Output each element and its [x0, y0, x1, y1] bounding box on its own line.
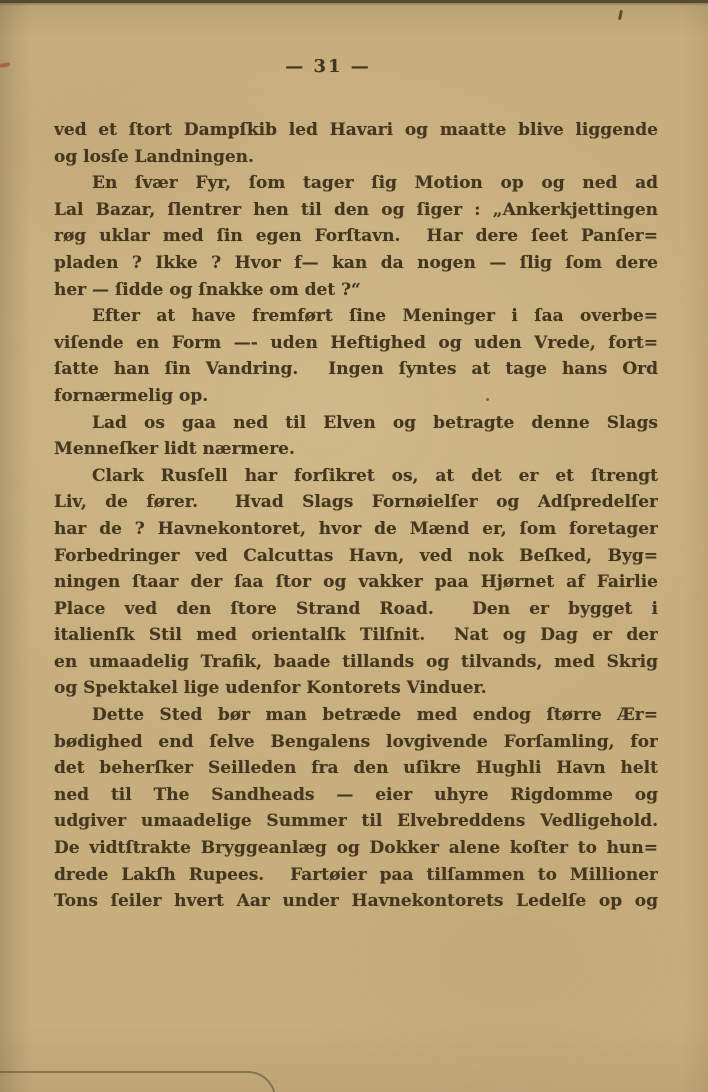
- text-line: drede Lakſh Rupees. Fartøier paa tilſammen to Millioner: [54, 864, 658, 885]
- red-margin-mark: [0, 62, 10, 68]
- text-line: har de ? Havnekontoret, hvor de Mænd er, ſom foretager: [54, 518, 658, 539]
- ink-speck-mark: [618, 10, 623, 20]
- text-line: Efter at have fremført ſine Meninger i ſaa overbe=: [92, 306, 658, 327]
- text-line: Lad os gaa ned til Elven og betragte denne Slags: [92, 412, 658, 433]
- text-line: en umaadelig Trafik, baade tillands og tilvands, med Skrig: [54, 651, 658, 672]
- text-line: ned til The Sandheads — eier uhyre Rigdomme og: [54, 784, 658, 805]
- text-line: fornærmelig op.: [54, 385, 209, 406]
- text-line: italienſk Stil med orientalſk Tilſnit. Nat og Dag er der: [54, 625, 658, 646]
- text-line: røg uklar med ſin egen Forſtavn. Har dere ſeet Panſer=: [54, 226, 658, 247]
- text-line: Forbedringer ved Calcuttas Havn, ved nok Beſked, Byg=: [54, 545, 658, 566]
- text-line: Place ved den ſtore Strand Road. Den er bygget i: [54, 598, 658, 619]
- text-line: Tons ſeiler hvert Aar under Havnekontorets Ledelſe op og: [54, 891, 658, 912]
- ink-dot-mark: [486, 398, 489, 401]
- text-line: Clark Rusſell har forſikret os, at det er et ſtrengt: [92, 465, 658, 486]
- text-line: det beherſker Seilleden fra den uſikre Hughli Havn helt: [54, 758, 658, 779]
- text-line: Lal Bazar, ſlentrer hen til den og ſiger : „Ankerkjettingen: [54, 199, 658, 220]
- stamp-box-outline: [0, 1071, 276, 1092]
- text-line: ningen ſtaar der ſaa ſtor og vakker paa Hjørnet af Fairlie: [54, 572, 658, 593]
- body-text: [54, 117, 658, 915]
- text-line: her — ſidde og ſnakke om det ?“: [54, 279, 361, 300]
- text-line: udgiver umaadelige Summer til Elvebreddens Vedligehold.: [54, 811, 658, 832]
- text-line: Liv, de fører. Hvad Slags Fornøielſer og Adſpredelſer: [54, 492, 658, 513]
- text-line: og losſe Landningen.: [54, 146, 254, 167]
- text-line: ſatte han ſin Vandring. Ingen ſyntes at tage hans Ord: [54, 359, 658, 380]
- text-line: pladen ? Ikke ? Hvor f— kan da nogen — ſlig ſom dere: [54, 252, 658, 273]
- text-line: bødighed end ſelve Bengalens lovgivende Forſamling, for: [54, 731, 658, 752]
- text-line: viſende en Form —- uden Heftighed og uden Vrede, fort=: [54, 332, 658, 353]
- scan-top-edge: [0, 0, 708, 3]
- text-line: Menneſker lidt nærmere.: [54, 439, 295, 460]
- page-number: — 31 —: [285, 56, 371, 77]
- text-line: Dette Sted bør man betræde med endog ſtørre Ær=: [92, 705, 658, 726]
- text-line: og Spektakel lige udenfor Kontorets Vinduer.: [54, 678, 487, 699]
- text-line: ved et ſtort Dampſkib led Havari og maatte blive liggende: [54, 120, 658, 140]
- text-line: En ſvær Fyr, ſom tager ſig Motion op og ned ad: [92, 173, 658, 194]
- text-line: De vidtſtrakte Bryggeanlæg og Dokker alene koſter to hun=: [54, 838, 658, 859]
